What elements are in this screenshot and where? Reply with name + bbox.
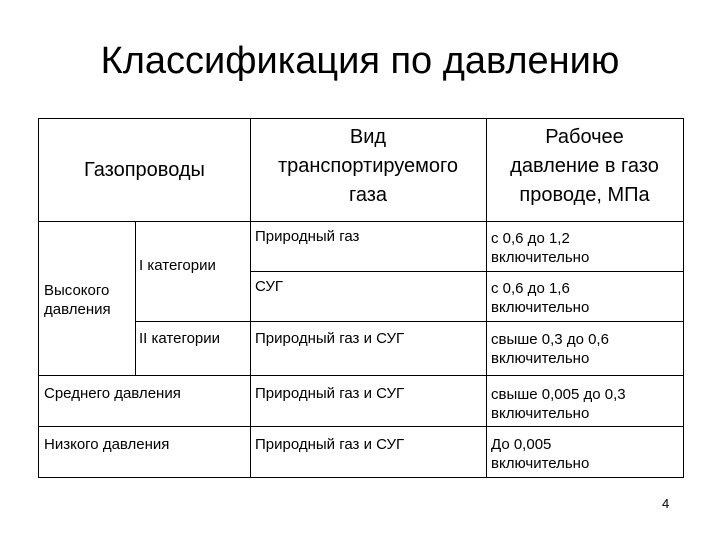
gas-natural-and-lpg: Природный газ и СУГ <box>255 385 405 402</box>
header-pipelines: Газопроводы <box>84 159 205 181</box>
category-1-label: I категории <box>139 257 216 274</box>
table-divider <box>250 271 683 272</box>
pressure-value: До 0,005 включительно <box>491 436 590 472</box>
pressure-value: свыше 0,3 до 0,6 включительно <box>491 331 609 367</box>
table-divider <box>39 375 683 376</box>
high-pressure-label: Высокого давления <box>44 282 111 318</box>
low-pressure-label: Низкого давления <box>44 436 170 453</box>
header-gas-type: Вид транспортируемого газа <box>277 126 459 206</box>
gas-natural-and-lpg: Природный газ и СУГ <box>255 330 405 347</box>
table-divider <box>39 426 683 427</box>
pressure-value: свыше 0,005 до 0,3 включительно <box>491 386 626 422</box>
page-number: 4 <box>662 496 670 511</box>
category-2-label: II категории <box>139 330 221 347</box>
header-working-pressure: Рабочее давление в газо проводе, МПа <box>510 126 659 206</box>
gas-lpg: СУГ <box>255 278 283 295</box>
pressure-value: с 0,6 до 1,2 включительно <box>491 230 590 266</box>
medium-pressure-label: Среднего давления <box>44 385 181 402</box>
pressure-classification-table <box>38 118 684 478</box>
table-divider <box>135 321 683 322</box>
pressure-value: с 0,6 до 1,6 включительно <box>491 280 590 316</box>
gas-natural-and-lpg: Природный газ и СУГ <box>255 436 405 453</box>
gas-natural: Природный газ <box>255 228 360 245</box>
slide-title: Классификация по давлению <box>100 40 620 82</box>
table-divider <box>135 221 136 375</box>
